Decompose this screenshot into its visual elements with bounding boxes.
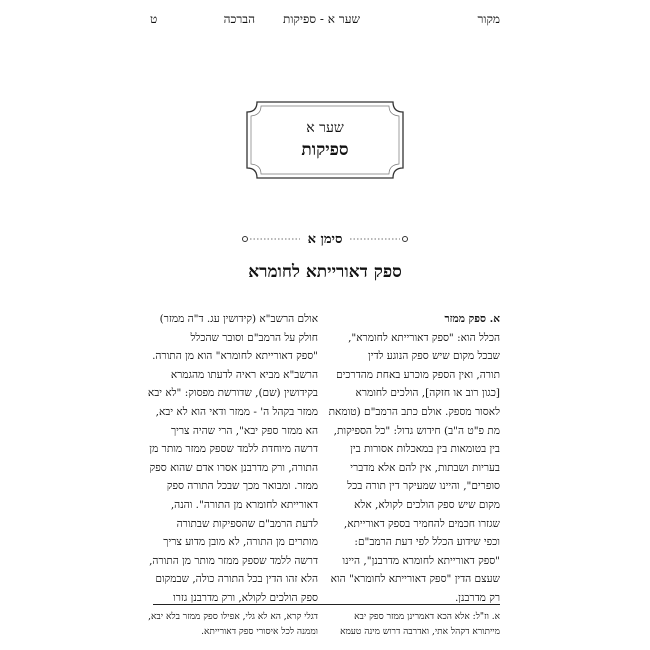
ornament-left-icon	[240, 234, 302, 244]
text-line: שבכל מקום שיש ספק הנוגע לדין	[368, 350, 500, 363]
text-line: שגזרו חכמים להחמיר בספק דאורייתא,	[343, 517, 500, 530]
text-line: רק מדרבנן.	[454, 591, 500, 604]
running-head-book: הברכה	[223, 12, 255, 26]
section-heading: א. ספק ממזר	[444, 313, 500, 325]
text-line: מת פ"ט ה"ב) חידוש גדול: "כל הספיקות,	[333, 424, 500, 437]
text-line: הרשב"א מביא ראיה לדעתו מהגמרא	[170, 368, 318, 381]
siman-label: סימן א	[307, 232, 343, 247]
text-line: חולק על הרמב"ם וסובר שהכלל	[190, 331, 318, 344]
text-line: מקום שיש ספק הולכים לקולא, אלא	[354, 498, 500, 511]
text-line: לדעת הרמב"ם שהספיקות שבתורה	[176, 517, 318, 530]
footnote-divider	[153, 604, 500, 605]
gate-title-frame	[243, 98, 407, 182]
text-line: ממזר בקהל ה' - ממזר ודאי הוא לא יבא,	[155, 405, 318, 418]
text-line: בקידושין (שם), שדורשת מפסוק: "לא יבא	[147, 387, 318, 400]
text-line: בין בטומאות בין במאכלות אסורות בין	[350, 443, 500, 456]
text-line: תורה, ואין הספק מוכרע באחת מהדרכים	[336, 368, 500, 381]
gate-name: ספיקות	[301, 140, 349, 160]
footnote-left	[148, 610, 318, 640]
gate-label: שער א	[306, 120, 344, 136]
text-line: דרשה מיוחדת ללמד שספק ממזר מותר מן	[149, 443, 318, 456]
text-line: [כגון רוב או חזקה], הולכים לחומרא	[355, 387, 500, 400]
text-line: הכלל הוא: "ספק דאורייתא לחומרא",	[348, 331, 500, 344]
text-line: דרשה ללמד שספק ממזר מותר מן התורה,	[149, 554, 318, 567]
chapter-title: ספק דאורייתא לחומרא	[248, 262, 402, 282]
text-line: התורה, ורק מדרבנן אסרו אדם שהוא ספק	[149, 461, 318, 474]
ornament-right-icon	[348, 234, 410, 244]
text-line: ממזר. ומבואר מכך שבכל התורה ספק	[166, 480, 318, 493]
footnote-line: מייתורא דקהל אתי, ואדרבה דרוש מינה טעמא	[340, 627, 500, 637]
page-number: ט	[150, 12, 158, 26]
running-head-gate: שער א - ספיקות	[283, 12, 360, 26]
running-head	[150, 12, 500, 32]
siman-heading	[200, 228, 450, 250]
text-line: בעריות ושבתות, אין להם אלא מדברי	[350, 461, 500, 474]
text-line: אולם הרשב"א (קידושין עג. ד"ה ממזר)	[159, 313, 318, 325]
text-line: שעצם הדין "ספק דאורייתא לחומרא" הוא	[330, 573, 500, 586]
text-line: דאורייתא לחומרא מן התורה". והנה,	[170, 498, 318, 511]
footnote-line: וממנה לכל איסורי ספק דאורייתא.	[201, 627, 318, 637]
running-head-source: מקור	[477, 12, 500, 26]
footnote-right	[335, 610, 500, 640]
text-line: מותרים מן התורה, לא מובן מדוע צריך	[163, 536, 318, 549]
text-line: "ספק דאורייתא לחומרא מדרבנן", היינו	[342, 554, 500, 567]
right-column	[328, 310, 500, 608]
text-line: הלא זהו הדין בכל התורה כולה, שבמקום	[155, 573, 318, 586]
text-line: "ספק דאורייתא לחומרא" הוא מן התורה.	[152, 350, 318, 363]
footnote-line: דגלי קרא, הא לא גלי, אפילו ספק ממזר בלא יבא,	[148, 612, 318, 622]
text-line: ספק הולכים לקולא, ורק מדרבנן גזרו	[173, 591, 318, 604]
text-line: סופרים", והיינו שמעיקר דין תורה בכל	[347, 480, 500, 493]
text-line: לאסור מספק. אולם כתב הרמב"ם (טומאת	[328, 405, 500, 418]
footnote-line: א. וז"ל: אלא הכא דאמרינן ממזר ספק יבא	[354, 612, 500, 622]
text-line: וכפי שידוע הכלל לפי דעת הרמב"ם:	[354, 536, 500, 549]
text-line: הא ממזר ספק יבא", הרי שהיה צריך	[170, 424, 318, 437]
left-column	[147, 310, 318, 608]
